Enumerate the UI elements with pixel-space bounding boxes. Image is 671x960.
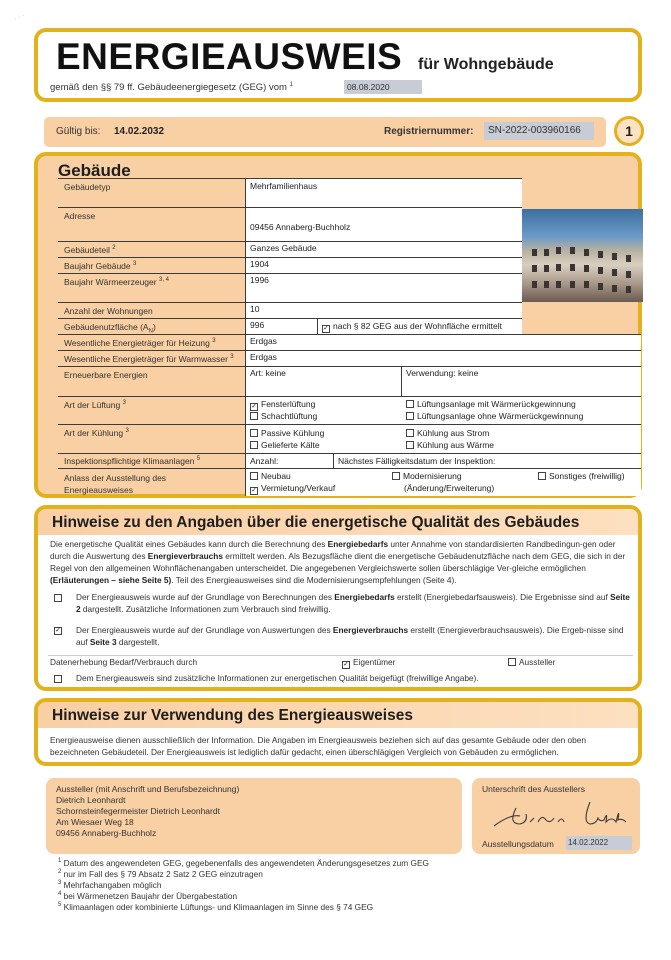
checkbox-cooling-heat[interactable]: Kühlung aus Wärme (406, 440, 494, 450)
row-cooling: Art der Kühlung $^3$ Passive Kühlung Gelieferte Kälte Kühlung aus Strom Kühlung aus Wärme (58, 424, 641, 453)
row-year-building: Baujahr Gebäude $^3$ 1904 (58, 257, 522, 273)
checkbox-cooling-electric[interactable]: Kühlung aus Strom (406, 428, 489, 438)
page-number-badge: 1 (614, 116, 644, 146)
issue-reason-options (245, 469, 641, 496)
document-subtitle: für Wohngebäude (418, 56, 554, 73)
row-year-heater: Baujahr Wärmeerzeuger $^{3, 4}$ 1996 (58, 273, 522, 302)
demand-certificate-text: Der Energieausweis wurde auf der Grundlage von Berechnungen des Energiebedarfs erstellt (Energiebedarfsausweis). Die Ergebnisse sind auf Seite 2 dargestellt. Zusätzliche Informationen zum Verbrauch sind freiwillig. (76, 592, 630, 614)
law-reference: gemäß den §§ 79 ff. Gebäudeenergiegesetz (GEG) vom $^1$ (50, 82, 293, 94)
row-usable-area: Gebäudenutzfläche $(A_N)$ 996 ✓ nach § 82 GEG aus der Wohnfläche ermittelt (58, 318, 522, 334)
additional-info-text: Dem Energieausweis sind zusätzliche Informationen zur energetischen Qualität beigefügt (freiwillige Angabe). (76, 673, 479, 683)
checkbox-passive-cooling[interactable]: Passive Kühlung (250, 428, 324, 438)
issue-date-label: Ausstellungsdatum (482, 839, 554, 849)
heating-carrier-value[interactable]: Erdgas (245, 335, 641, 350)
ac-count-field[interactable]: Anzahl: (245, 454, 333, 468)
validity-bar (44, 117, 606, 147)
signature-box (472, 778, 640, 854)
row-renewables: Erneuerbare Energien Art: keine Verwendung: keine (58, 366, 641, 396)
signature-label: Unterschrift des Ausstellers (482, 784, 585, 794)
document-title: ENERGIEAUSWEIS (56, 36, 403, 77)
issuer-name: Dietrich Leonhardt (56, 795, 126, 805)
row-apartments: Anzahl der Wohnungen 10 (58, 302, 522, 318)
issuer-street: Am Wiesaer Weg 18 (56, 817, 134, 827)
row-building-type: Gebäudetyp Mehrfamilienhaus (58, 178, 522, 207)
issuer-label: Aussteller (mit Anschrift und Berufsbezeichnung) (56, 784, 240, 794)
ventilation-options (245, 397, 641, 424)
checkbox-ventilation-without-recovery[interactable]: Lüftungsanlage ohne Wärmerückgewinnung (406, 411, 583, 421)
title-box (34, 28, 642, 102)
checkbox-owner[interactable]: ✓ Eigentümer (343, 657, 396, 668)
checkbox-delivered-cold[interactable]: Gelieferte Kälte (250, 440, 320, 450)
checkbox-demand-certificate[interactable] (54, 594, 62, 602)
apartments-value[interactable]: 10 (245, 303, 522, 318)
scan-mark: · · · (13, 12, 26, 23)
row-water-carrier: Wesentliche Energieträger für Warmwasser $^3$ Erdgas (58, 350, 641, 366)
consumption-certificate-text: Der Energieausweis wurde auf der Grundlage von Auswertungen des Energieverbrauchs erstellt (Energieverbrauchsausweis). Die Ergeb-nisse sind auf Seite 3 dargestellt. (76, 625, 624, 647)
checkbox-issuer[interactable]: Aussteller (508, 656, 555, 668)
checkbox-other[interactable]: Sonstiges (freiwillig) (538, 471, 625, 481)
footnote-3: $^3$ Mehrfachangaben möglich (58, 880, 162, 890)
address-value[interactable]: 09456 Annaberg-Buchholz (245, 208, 522, 241)
issuer-city: 09456 Annaberg-Buchholz (56, 828, 157, 838)
row-ac-inspection: Inspektionspflichtige Klimaanlagen $^5$ Anzahl: Nächstes Fälligkeitsdatum der Inspektion: (58, 453, 641, 468)
footnote-2: $^2$ nur im Fall des § 79 Absatz 2 Satz 2 GEG einzutragen (58, 869, 263, 879)
checkbox-consumption-certificate[interactable]: ✓ (55, 627, 61, 634)
water-carrier-value[interactable]: Erdgas (245, 351, 641, 366)
section-title: Hinweise zu den Angaben über die energetische Qualität des Gebäudes (52, 514, 580, 531)
data-collection-label: Datenerhebung Bedarf/Verbrauch durch (50, 657, 198, 667)
quality-notes-section (34, 505, 642, 691)
usage-notes-section (34, 698, 642, 766)
usable-area-value[interactable]: 996 (245, 319, 317, 334)
ac-inspection-due-field[interactable]: Nächstes Fälligkeitsdatum der Inspektion: (333, 454, 641, 468)
building-type-value[interactable]: Mehrfamilienhaus (245, 179, 522, 207)
checkbox-modernization[interactable]: Modernisierung (392, 471, 462, 481)
checkbox-shaft-ventilation[interactable]: Schachtlüftung (250, 411, 317, 421)
footnote-1: $^1$ Datum des angewendeten GEG, gegebenenfalls des angewendeten Änderungsgesetzes zum GEG (58, 858, 429, 868)
footnote-4: $^4$ bei Wärmenetzen Baujahr der Übergabestation (58, 891, 238, 901)
renewables-kind-value[interactable]: Art: keine (245, 367, 401, 396)
modernization-note: (Änderung/Erweiterung) (404, 483, 495, 493)
year-building-value[interactable]: 1904 (245, 258, 522, 273)
building-part-value[interactable]: Ganzes Gebäude (245, 242, 522, 257)
building-section (34, 152, 642, 498)
checkbox-rental-sale[interactable]: ✓ Vermietung/Verkauf (251, 483, 336, 494)
area-method-checkbox[interactable]: ✓ nach § 82 GEG aus der Wohnfläche ermittelt (317, 319, 522, 334)
valid-until-label: Gültig bis: (56, 126, 101, 137)
registration-number-field[interactable]: SN-2022-003960166 (484, 122, 594, 140)
row-heating-carrier: Wesentliche Energieträger für Heizung $^3$ Erdgas (58, 334, 641, 350)
checkbox-additional-info[interactable] (54, 675, 62, 683)
footnote-5: $^5$ Klimaanlagen oder kombinierte Lüftungs- und Klimaanlagen im Sinne des § 74 GEG (58, 902, 374, 912)
valid-until-date: 14.02.2032 (114, 126, 165, 137)
section-title: Hinweise zur Verwendung des Energieausweises (52, 707, 413, 724)
law-date-field[interactable]: 08.08.2020 (344, 80, 422, 94)
cooling-options (245, 425, 641, 453)
quality-intro-text: Die energetische Qualität eines Gebäudes kann durch die Berechnung des Energiebedarfs unter Annahme von standardisierten Randbedingun-gen oder durch die Auswertung des Energieverbrauchs ermittelt werden. Als Bezugsfläche dient die energetische Gebäudenutzfläche nach dem GEG, die sich in der Regel von den allgemeinen Wohnflächenangaben unterscheidet. Die angegebenen Vergleichswerte sollen überschlägige Ver-gleiche ermöglichen (Erläuterungen – siehe Seite 5). Teil des Energieausweises sind die Modernisierungsempfehlungen (Seite 4). (50, 539, 626, 585)
checkbox-new-building[interactable]: Neubau (250, 471, 291, 481)
issuer-box (46, 778, 462, 854)
row-address: Adresse 09456 Annaberg-Buchholz (58, 207, 522, 241)
usage-notes-text: Energieausweise dienen ausschließlich der Information. Die Angaben im Energieausweis beziehen sich auf das gesamte Gebäude oder den oben bezeichneten Gebäudeteil. Der Energieausweis ist lediglich dafür gedacht, einen überschlägigen Vergleich von Gebäuden zu ermöglichen. (50, 735, 586, 757)
year-heater-value[interactable]: 1996 (245, 274, 522, 302)
row-issue-reason: Anlass der Ausstellung des Energieausweises Neubau ✓ Vermietung/Verkauf Modernisierung (Änderung/Erweiterung) Sonstiges (freiwillig) (58, 468, 641, 496)
registration-label: Registriernummer: (384, 126, 474, 137)
checkbox-icon[interactable]: ✓ (323, 325, 329, 332)
issue-date-field[interactable]: 14.02.2022 (566, 836, 632, 850)
handwritten-signature-icon (490, 796, 630, 832)
renewables-usage-value[interactable]: Verwendung: keine (401, 367, 641, 396)
checkbox-ventilation-with-recovery[interactable]: Lüftungsanlage mit Wärmerückgewinnung (406, 399, 576, 409)
issuer-title: Schornsteinfegermeister Dietrich Leonhardt (56, 806, 220, 816)
row-ventilation: Art der Lüftung $^3$ ✓ Fensterlüftung Schachtlüftung Lüftungsanlage mit Wärmerückgewinnung Lüftungsanlage ohne Wärmerückgewinnung (58, 396, 641, 424)
checkbox-window-ventilation[interactable]: ✓ Fensterlüftung (251, 399, 316, 410)
building-photo (522, 209, 643, 302)
row-building-part: Gebäudeteil $^2$ Ganzes Gebäude (58, 241, 522, 257)
section-title: Gebäude (58, 161, 131, 180)
